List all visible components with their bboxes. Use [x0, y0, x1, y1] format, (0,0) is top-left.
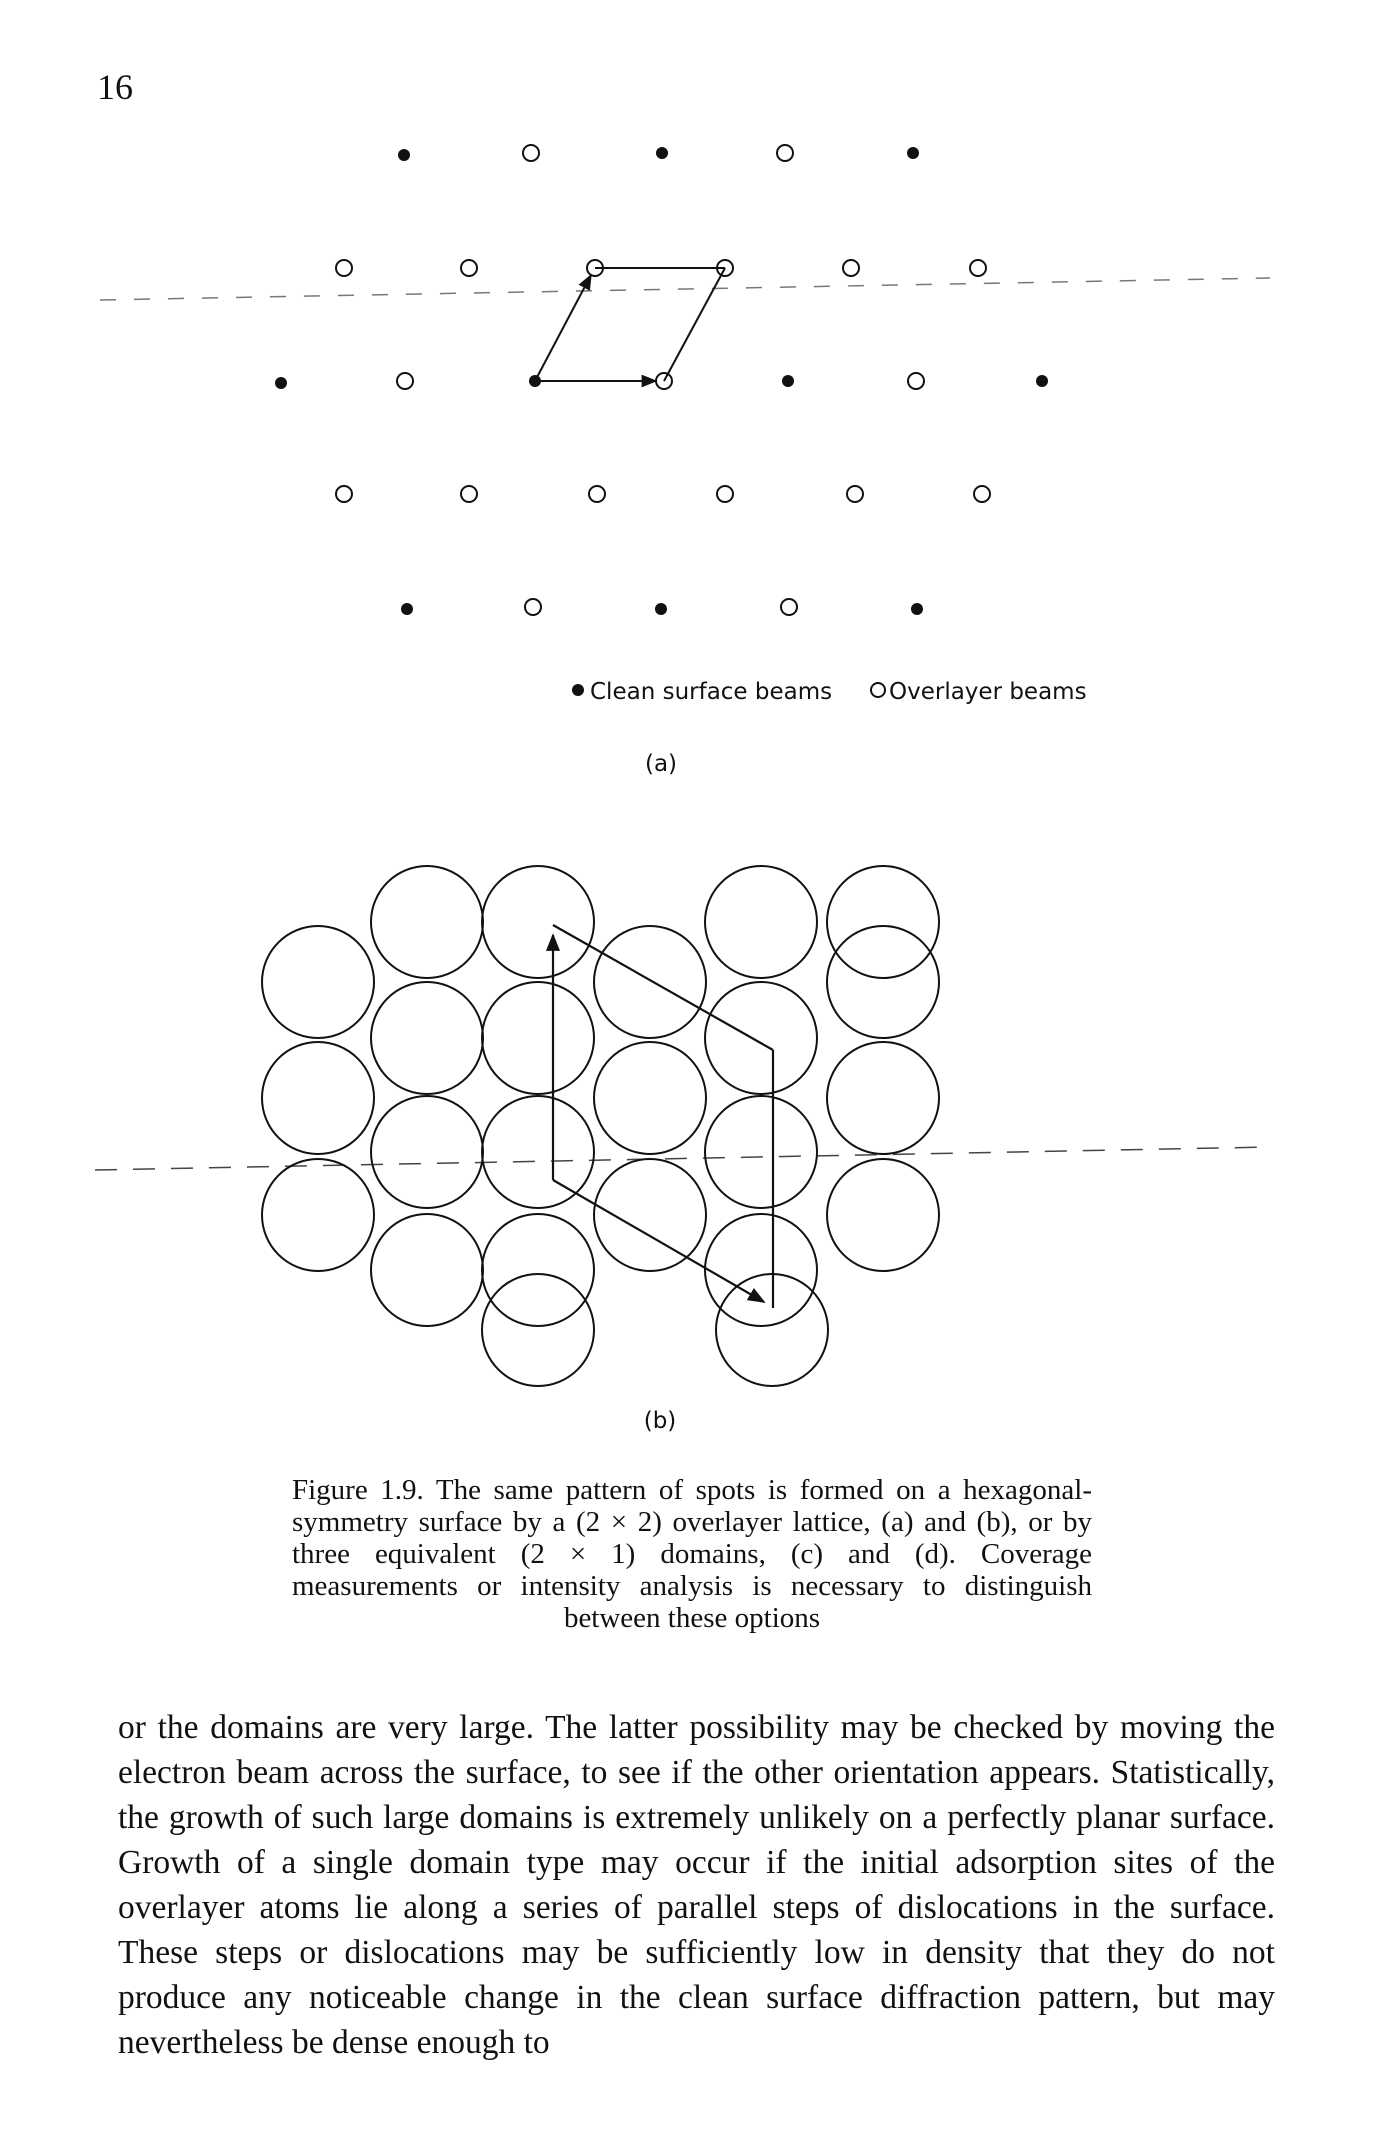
lattice-vector-diagonal	[553, 1180, 764, 1302]
overlayer-beam-spot	[397, 373, 413, 389]
atom	[705, 866, 817, 978]
overlayer-beam-spot	[336, 260, 352, 276]
overlayer-beam-spot	[461, 486, 477, 502]
overlayer-beam-spot	[970, 260, 986, 276]
scan-artifact-line	[100, 278, 1270, 300]
hexagonal-lattice-b	[95, 866, 1270, 1434]
overlayer-beam-spot	[974, 486, 990, 502]
unit-cell-vector-b	[535, 275, 591, 381]
overlayer-beam-legend-marker	[871, 683, 885, 697]
atom	[705, 1214, 817, 1326]
overlayer-beam-spot	[461, 260, 477, 276]
legend-overlayer-label: Overlayer beams	[889, 679, 1087, 705]
atom	[827, 1159, 939, 1271]
atom	[482, 1214, 594, 1326]
page-number: 16	[97, 67, 133, 107]
overlayer-beam-spot	[781, 599, 797, 615]
unit-cell-edge	[664, 268, 725, 381]
atom	[371, 982, 483, 1094]
clean-beam-spot	[275, 377, 287, 389]
atom	[827, 1042, 939, 1154]
atom	[262, 926, 374, 1038]
diffraction-pattern-a	[100, 145, 1270, 777]
clean-beam-spot	[656, 147, 668, 159]
atom	[705, 1096, 817, 1208]
atom	[482, 982, 594, 1094]
lattice-cell-edge	[553, 925, 773, 1050]
figure-b-label: (b)	[643, 1408, 677, 1434]
atom	[594, 1159, 706, 1271]
clean-beam-spot	[907, 147, 919, 159]
clean-beam-legend-marker	[572, 684, 584, 696]
overlayer-beam-spot	[525, 599, 541, 615]
atom	[594, 1042, 706, 1154]
clean-beam-spot	[911, 603, 923, 615]
body-paragraph: or the domains are very large. The latter possibility may be checked by moving the electron beam across the surface, to see if the other orientation appears. Statistically, the growth of such large domains is extremely unlikely on a perfectly planar surface. Growth of a single domain type may occur if the initial adsorption sites of the overlayer atoms lie along a series of parallel steps of dislocations in the surface. These steps or dislocations may be sufficiently low in density that they do not produce any noticeable change in the clean surface diffraction pattern, but may nevertheless be dense enough to	[118, 1709, 1275, 2061]
atom	[482, 866, 594, 978]
clean-beam-spot	[398, 149, 410, 161]
overlayer-beam-spot	[847, 486, 863, 502]
legend-clean-label: Clean surface beams	[590, 679, 833, 705]
overlayer-beam-spot	[777, 145, 793, 161]
scan-artifact-line	[95, 1147, 1270, 1170]
overlayer-beam-spot	[523, 145, 539, 161]
clean-beam-spot	[655, 603, 667, 615]
atom	[262, 1042, 374, 1154]
overlayer-beam-spot	[908, 373, 924, 389]
atom	[594, 926, 706, 1038]
clean-beam-spot	[782, 375, 794, 387]
atom	[371, 1214, 483, 1326]
clean-beam-spot	[1036, 375, 1048, 387]
overlayer-beam-spot	[843, 260, 859, 276]
atom	[371, 866, 483, 978]
atom	[371, 1096, 483, 1208]
atom	[262, 1159, 374, 1271]
atom	[482, 1096, 594, 1208]
overlayer-beam-spot	[717, 486, 733, 502]
atom	[482, 1274, 594, 1386]
atom	[827, 926, 939, 1038]
atom	[827, 866, 939, 978]
overlayer-beam-spot	[336, 486, 352, 502]
figure-caption: Figure 1.9. The same pattern of spots is formed on a hexagonal-symmetry surface by a (2 × 2) overlayer lattice, (a) and (b), or by three equivalent (2 × 1) domains, (c) and (d). Coverage measurements or intensity analysis is necessary to distinguish between these options	[292, 1474, 1092, 1634]
clean-beam-spot	[401, 603, 413, 615]
figure-a-label: (a)	[644, 751, 678, 777]
atom	[705, 982, 817, 1094]
overlayer-beam-spot	[589, 486, 605, 502]
